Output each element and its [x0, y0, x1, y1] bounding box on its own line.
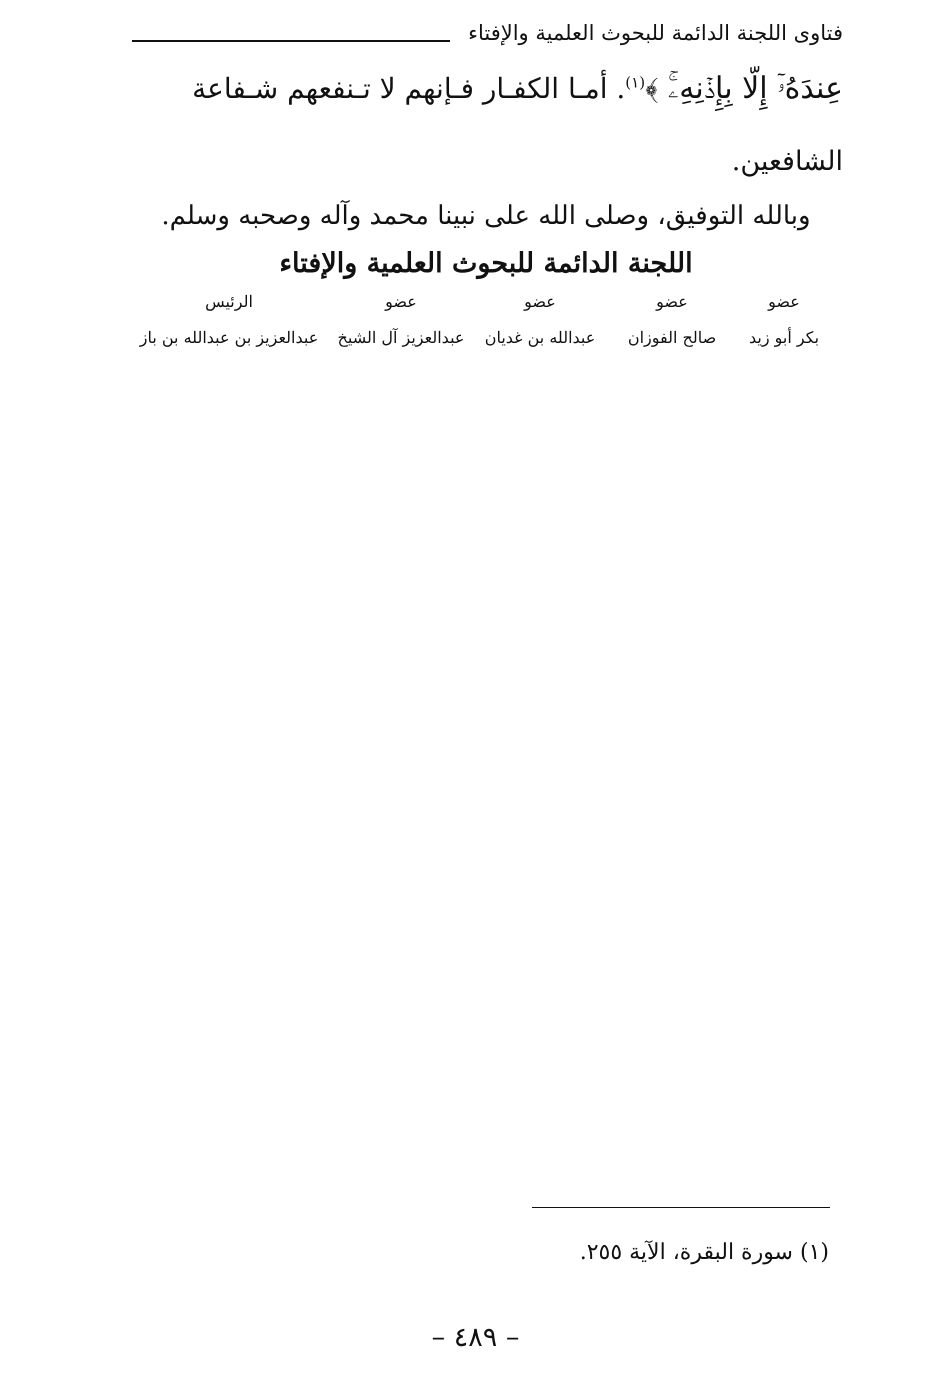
signature-member-4 [328, 290, 474, 350]
signature-member-1 [740, 290, 828, 350]
signature-member-3 [478, 290, 602, 350]
signature-name: عبدالله بن غديان [484, 328, 596, 347]
body-line-1 [131, 66, 843, 112]
footnote-reference: (١) [625, 73, 646, 92]
signature-name: بكر أبو زيد [748, 328, 820, 347]
signature-member-2 [620, 290, 724, 350]
footnote: (١) سورة البقرة، الآية ٢٥٥. [579, 1240, 829, 1265]
signature-name: عبدالعزيز آل الشيخ [337, 328, 465, 347]
signature-role: عضو [524, 292, 556, 311]
signature-role: عضو [768, 292, 800, 311]
signature-chairman [134, 290, 324, 350]
signature-role: عضو [385, 292, 417, 311]
running-header: فتاوى اللجنة الدائمة للبحوث العلمية والإفتاء [468, 21, 843, 45]
header-rule [132, 40, 450, 42]
signature-name: عبدالعزيز بن عبدالله بن باز [139, 328, 319, 347]
signature-name: صالح الفوزان [627, 328, 717, 347]
signature-role: الرئيس [205, 292, 253, 311]
page-number: – ٤٨٩ – [431, 1322, 520, 1353]
quran-verse-end: عِندَهُۥٓ إِلَّا بِإِذۡنِهِۦۚ ﴾ [645, 71, 843, 106]
body-line-1-text: . أمـا الكفـار فـإنهم لا تـنفعهم شـفاعة [192, 72, 626, 105]
footnote-rule [532, 1207, 830, 1208]
body-line-2: الشافعين. [731, 146, 843, 177]
closing-line: وبالله التوفيق، وصلى الله على نبينا محمد وآله وصحبه وسلم. [161, 201, 811, 231]
signature-role: عضو [656, 292, 688, 311]
committee-title: اللجنة الدائمة للبحوث العلمية والإفتاء [279, 248, 693, 279]
